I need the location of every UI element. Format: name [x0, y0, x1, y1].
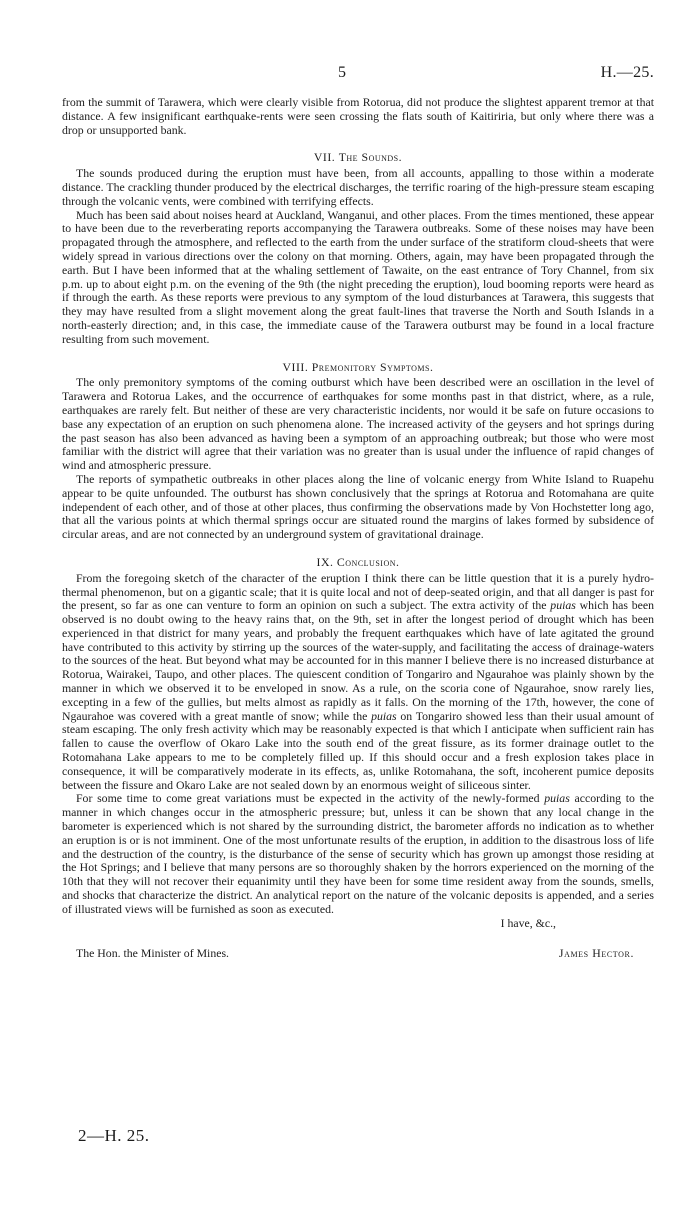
- paragraph: The sounds produced during the eruption must have been, from all accounts, appalling to those within a moderate distance. The crackling thunder produced by the electrical discharges, the terrific roaring of the high-pressure steam escaping through the volcanic vents, were combined with terrifying effects.: [62, 166, 654, 208]
- section-heading-conclusion: [62, 556, 654, 570]
- text-run: From the foregoing sketch of the character of the eruption I think there can be little question that it is a purely hydro-thermal phenomenon, but on a gigantic scale; that it is quite local and not of deep-seated origin, and that all danger is past for the present, so far as one can venture to form an opinion on such a subject. The extra activity of the: [62, 570, 654, 613]
- paragraph: The reports of sympathetic outbreaks in other places along the line of volcanic energy from White Island to Ruapehu appear to be quite unfounded. The outburst has shown conclusively that the springs at Rotorua and Rotomahana are quite independent of each other, and of those at other places, thus confirming the observations made by Von Hochstetter long ago, that all the various points at which thermal springs occur are situated round the margins of lakes formed by subsidence of circular areas, and are not connected by an underground system of gravitational drainage.: [62, 471, 654, 542]
- paragraph: The only premonitory symptoms of the coming outburst which have been described were an oscillation in the level of Tarawera and Rotorua Lakes, and the occurrence of earthquakes for some months past in that district, where, as a rule, earthquakes are rarely felt. But neither of these are very characteristic incidents, nor would it be safe on future occasions to base any expectation of an eruption on such phenomena alone. The increased activity of the geysers and hot springs during the past season has also been advanced as having been a symptom of an approaching outbreak; but those who were most familiar with the district will agree that their variation was no greater than is usual under the influence of rapid changes of wind and atmospheric pressure.: [62, 375, 654, 473]
- italic-term: puias: [550, 598, 576, 613]
- closing-block: [62, 917, 654, 947]
- text-run: For some time to come great variations must be expected in the activity of the newly-formed: [76, 791, 545, 806]
- page-number: 5: [338, 64, 346, 81]
- italic-term: puias: [544, 791, 570, 806]
- section-title: Premonitory Symptoms.: [311, 359, 434, 374]
- signoff: [62, 947, 654, 963]
- section-heading-sounds: [62, 151, 654, 165]
- paragraph: [62, 792, 654, 916]
- intro-paragraph: from the summit of Tarawera, which were clearly visible from Rotorua, did not produce the slightest apparent tremor at that distance. A few insignificant earthquake-rents were seen crossing the flats south of Kaitiriria, but only where there was a drop or unsupported bank.: [62, 95, 654, 137]
- section-title: The Sounds.: [338, 150, 403, 165]
- italic-term: puias: [371, 708, 397, 723]
- section-numeral: IX.: [316, 554, 334, 569]
- addressee: The Hon. the Minister of Mines.: [76, 945, 230, 960]
- paragraph: Much has been said about noises heard at Auckland, Wanganui, and other places. From the times mentioned, these appear to have been due to the reverberating reports accompanying the Tarawera outbreaks. Some of these noises may have been propagated through the atmosphere, and reflected to the earth from the under surface of the stratiform cloud-sheets that were widely spread in various directions over the colony on that morning. Others, again, may have been propagated through the earth. But I have been informed that at the whaling settlement of Tawaite, on the east entrance of Tory Channel, from six p.m. up to about eight p.m. on the evening of the 9th (the night preceding the eruption), loud booming reports were heard as if through the earth. As these reports were previous to any symptom of the loud disturbances at Tarawera, this suggests that they may have resulted from a slight movement along the great fault-lines that traverse the North and South Islands in a north-easterly direction; and, in this case, the immediate cause of the Tarawera outburst may be found in a local fracture resulting from such movement.: [62, 207, 654, 346]
- document-body: [62, 96, 654, 963]
- section-numeral: VII.: [313, 150, 336, 165]
- section-heading-premonitory-symptoms: [62, 361, 654, 375]
- closing-line: I have, &c.,: [500, 915, 556, 930]
- text-run: on Tongariro showed less than their usual amount of steam escaping. The only fresh activity which may be reasonably expected is that which I anticipate when sufficient rain has fallen to cause the overflow of Okaro Lake into the south end of the great fissure, as its former drainage outlet to the Rotomahana Lake appears to me to be completely filled up. If this should occur and a fresh explosion takes place in consequence, it will be comparatively moderate in its effects, as, unlike Rotomahana, the soft, incoherent pumice deposits between the fissure and Okaro Lake are not sealed down by an enormous weight of siliceous sinter.: [62, 708, 654, 792]
- section-numeral: VIII.: [282, 359, 309, 374]
- paragraph: [62, 572, 654, 793]
- section-title: Conclusion.: [336, 554, 400, 569]
- signature: James Hector.: [558, 945, 634, 960]
- text-run: according to the manner in which changes occur in the atmospheric pressure; but, unless it can be shown that any local change in the barometer is experienced which is not shared by the surrounding district, the barometer affords no indication as to whether an eruption is or is not imminent. One of the most unfortunate results of the eruption, in addition to the disastrous loss of life and the destruction of the country, is the disturbance of the sense of security which has grown up amongst those residing at the Hot Springs; and I believe that many persons are so thoroughly shaken by the horrors experienced on the morning of the 10th that they will not recover their equanimity until they have been for some time resident away from the sounds, smells, and shocks that characterize the district. An analytical report on the nature of the volcanic deposits is appended, and a series of illustrated views will be furnished as soon as executed.: [62, 791, 654, 916]
- document-reference: H.—25.: [600, 64, 654, 81]
- text-run: which has been observed is no doubt owing to the heavy rains that, on the 9th, set in after the longest period of drought which has been experienced in that district for many years, and probably the frequent earthquakes which have of late agitated the ground have contributed to this activity by stirring up the sources of the water-supply, and facilitating the access of drainage-waters to the sources of the heat. But beyond what may be accounted for in this manner I believe there is no increased disturbance at Rotorua, Wairakei, Taupo, and other places. The quiescent condition of Tongariro and Ngaurahoe was plainly shown by the manner in which we observed it to be enveloped in snow. As a rule, on the scoria cone of Ngaurahoe, snow rarely lies, excepting in a few of the gullies, but melts almost as rapidly as it falls. On the morning of the 17th, however, the cone of Ngaurahoe was covered with a great mantle of snow; while the: [62, 598, 654, 723]
- footer-reference: 2—H. 25.: [78, 1126, 150, 1145]
